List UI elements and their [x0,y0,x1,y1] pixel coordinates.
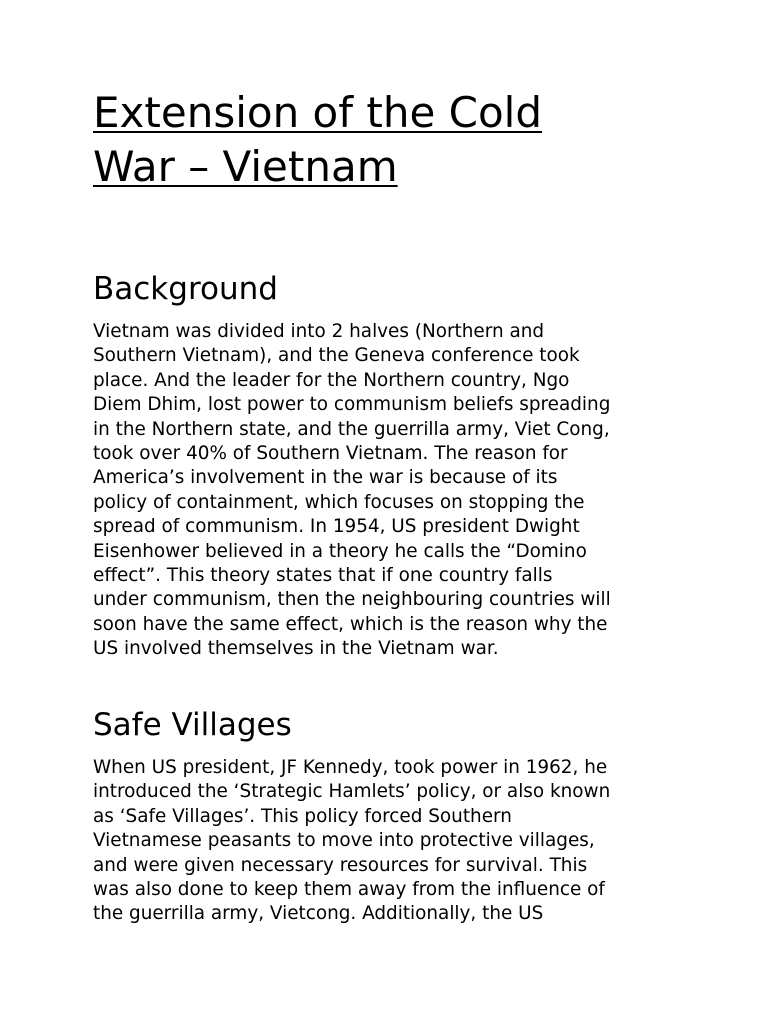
text-line: and were given necessary resources for survival. This [93,854,588,876]
text-line: under communism, then the neighbouring countries will [93,589,611,611]
section-paragraph-safe-villages [93,756,693,927]
text-line: in the Northern state, and the guerrilla army, Viet Cong, [93,418,610,440]
text-line: America’s involvement in the war is because of its [93,467,558,489]
document-title [93,86,693,194]
text-line: as ‘Safe Villages’. This policy forced Southern [93,805,512,827]
text-line: spread of communism. In 1954, US president Dwight [93,516,580,538]
text-line: took over 40% of Southern Vietnam. The reason for [93,443,568,465]
text-line: US involved themselves in the Vietnam war. [93,638,499,660]
text-line: Vietnam was divided into 2 halves (Northern and [93,321,545,342]
text-line: Diem Dhim, lost power to communism beliefs spreading [93,394,611,416]
text-line: policy of containment, which focuses on stopping the [93,491,585,513]
text-line: place. And the leader for the Northern country, Ngo [93,369,570,391]
text-line: Vietnamese peasants to move into protective villages, [93,830,595,852]
text-line: introduced the ‘Strategic Hamlets’ policy, or also known [93,781,611,803]
title-line: War – Vietnam [93,142,398,191]
text-line: effect”. This theory states that if one country falls [93,565,553,587]
section-paragraph-background [93,320,693,662]
text-line: Eisenhower believed in a theory he calls the “Domino [93,540,587,562]
title-line: Extension of the Cold [93,88,542,137]
text-line: Southern Vietnam), and the Geneva conference took [93,345,580,367]
text-line: the guerrilla army, Vietcong. Additionally, the US [93,903,544,925]
text-line: When US president, JF Kennedy, took power in 1962, he [93,757,608,778]
text-line: was also done to keep them away from the influence of [93,879,605,901]
section-heading-safe-villages: Safe Villages [93,707,292,743]
section-heading-background: Background [93,271,278,307]
text-line: soon have the same effect, which is the reason why the [93,613,608,635]
